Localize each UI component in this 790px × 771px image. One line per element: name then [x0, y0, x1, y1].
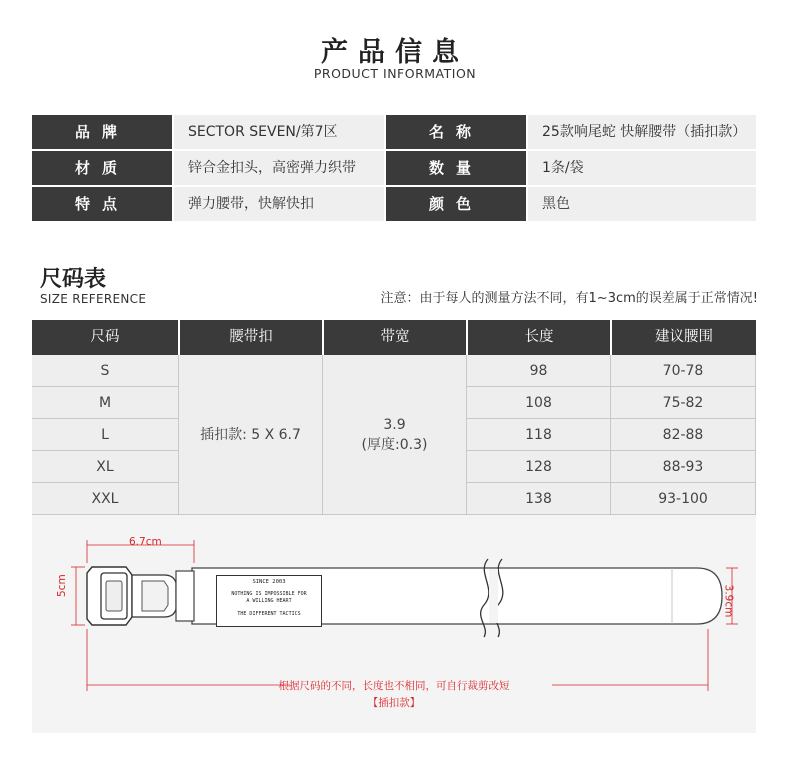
waist-cell: 88-93: [611, 451, 756, 483]
belt-diagram: [32, 515, 756, 733]
length-cell: 108: [467, 387, 611, 419]
product-info-title: 产品信息: [321, 37, 469, 68]
info-label: 特点: [32, 187, 172, 221]
info-label: 名称: [386, 115, 526, 149]
patch-line: THE DIFFERENT TACTICS: [237, 611, 301, 617]
diagram-caption-sub: 【插扣款】: [367, 697, 421, 709]
patch-line: SINCE 2003: [252, 579, 286, 585]
info-value: SECTOR SEVEN/第7区: [174, 115, 384, 149]
width-cell: [323, 355, 467, 515]
size-table-header: 建议腰围: [612, 320, 756, 355]
dimension-height-label: 5cm: [56, 574, 68, 597]
length-cell: 138: [467, 483, 611, 515]
size-cell: XL: [32, 451, 179, 483]
info-label: 材质: [32, 151, 172, 185]
info-label: 数量: [386, 151, 526, 185]
dimension-width-label: 6.7cm: [129, 536, 162, 548]
info-row: [32, 187, 756, 221]
thickness-value: (厚度:0.3): [361, 436, 428, 453]
waist-cell: 82-88: [611, 419, 756, 451]
info-value: 1条/袋: [528, 151, 756, 185]
waist-cell: 70-78: [611, 355, 756, 387]
size-table-header: 带宽: [324, 320, 466, 355]
size-cell: L: [32, 419, 179, 451]
size-cell: S: [32, 355, 179, 387]
length-cell: 118: [467, 419, 611, 451]
width-value: 3.9: [383, 416, 406, 433]
waist-cell: 93-100: [611, 483, 756, 515]
info-value: 黑色: [528, 187, 756, 221]
waist-cell: 75-82: [611, 387, 756, 419]
info-row: [32, 151, 756, 185]
size-table-header: 尺码: [32, 320, 178, 355]
size-cell: XXL: [32, 483, 179, 515]
product-info-subtitle: PRODUCT INFORMATION: [313, 66, 477, 81]
size-note: 注意：由于每人的测量方法不同，有1~3cm的误差属于正常情况!: [380, 291, 758, 306]
size-table-header: 腰带扣: [180, 320, 322, 355]
info-label: 品牌: [32, 115, 172, 149]
size-cell: M: [32, 387, 179, 419]
size-reference-title: 尺码表: [40, 267, 107, 292]
patch-line: NOTHING IS IMPOSSIBLE FOR: [231, 591, 307, 597]
size-table-header: 长度: [468, 320, 610, 355]
buckle-cell: 插扣款: 5 X 6.7: [179, 355, 323, 515]
patch-line: A WILLING HEART: [246, 598, 292, 604]
info-value: 弹力腰带，快解快扣: [174, 187, 384, 221]
length-cell: 98: [467, 355, 611, 387]
dimension-strap-width-label: 3.9cm: [722, 584, 735, 618]
length-cell: 128: [467, 451, 611, 483]
belt-patch-label: [216, 575, 322, 627]
info-value: 锌合金扣头，高密弹力织带: [174, 151, 384, 185]
info-row: [32, 115, 756, 149]
info-label: 颜色: [386, 187, 526, 221]
size-reference-subtitle: SIZE REFERENCE: [40, 292, 147, 306]
info-value: 25款响尾蛇 快解腰带（插扣款）: [528, 115, 756, 149]
diagram-caption: 根据尺码的不同，长度也不相同，可自行裁剪改短: [278, 680, 510, 692]
